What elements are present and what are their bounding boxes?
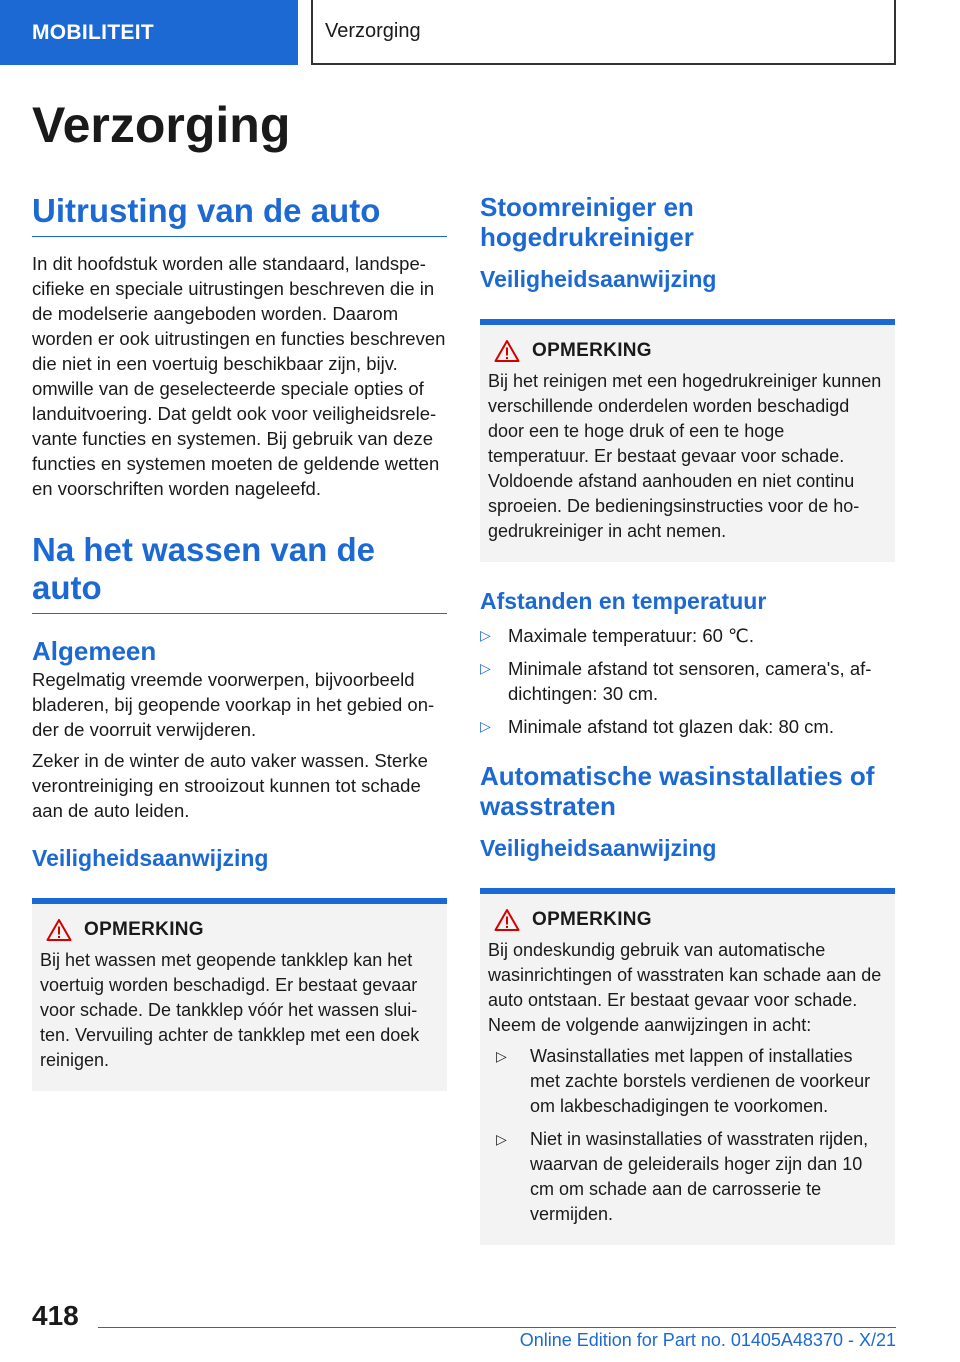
notice-header xyxy=(46,918,439,942)
list-item: ▷ Maximale temperatuur: 60 ℃. xyxy=(480,625,754,646)
page-number: 418 xyxy=(32,1300,79,1331)
chapter-tab xyxy=(0,0,298,65)
section-title-wasstraten: Automatische wasinstallaties of wasstraten xyxy=(480,761,875,821)
warning-triangle-icon xyxy=(494,339,520,363)
section-header-label: Verzorging xyxy=(325,20,421,42)
notice-title: OPMERKING xyxy=(532,909,652,930)
paragraph-uitrusting: In dit hoofdstuk worden alle standaard, landspecifieke en speciale uitrustingen beschreven die in de modelserie aangeboden worden. Daarom worden er ook uitrustingen en functies beschreven die niet in een voertuig beschikbaar zijn, bijv. omwille van de geselecteerde speciale opties of landuitvoering. Dat geldt ook voor veiligheidsrelevante functies en systemen. Bij gebruik van deze functies en systemen moeten de geldende wetten en voorschriften worden nageleefd. xyxy=(32,253,446,499)
paragraph-algemeen-1: Regelmatig vreemde voorwerpen, bijvoorbeeld bladeren, bij geopende voorkap in het gebied onder de voorruit verwijderen. xyxy=(32,669,435,740)
section-title-na-wassen: Na het wassen van de auto xyxy=(32,531,447,614)
footer-divider xyxy=(98,1327,896,1328)
notice-header xyxy=(494,339,887,363)
notice-text: Bij ondeskundig gebruik van automatische wasinrichtingen of wasstraten kan schade aan de auto ontstaan. Er bestaat gevaar voor schade. Neem de volgende aanwijzingen in acht: xyxy=(488,940,882,1035)
notice-box-right-1 xyxy=(480,319,895,562)
list-item: ▷ Wasinstallaties met lappen of installaties met zachte borstels verdienen de voorkeur om lakbeschadigingen te voorkomen. xyxy=(496,1044,887,1119)
notice-text: Bij het reinigen met een hogedrukreiniger kunnen verschillende onderdelen worden beschadigd door een te hoge druk of een te hoge temperatuur. Er bestaat gevaar voor schade. Voldoende afstand aanhouden en niet continu sproeien. De bedieningsinstructies voor de hogedrukreiniger in acht nemen. xyxy=(488,371,882,541)
triangle-bullet-icon: ▷ xyxy=(480,627,491,643)
triangle-bullet-icon: ▷ xyxy=(480,718,491,734)
notice-box-right-2 xyxy=(480,888,895,1245)
heading-veiligheid-right-2: Veiligheidsaanwijzing xyxy=(480,835,717,861)
section-title-uitrusting: Uitrusting van de auto xyxy=(32,192,447,237)
notice-title: OPMERKING xyxy=(532,340,652,361)
warning-triangle-icon xyxy=(494,908,520,932)
notice-box-left xyxy=(32,898,447,1091)
triangle-bullet-icon: ▷ xyxy=(496,1048,507,1064)
warning-triangle-icon xyxy=(46,918,72,942)
chapter-tab-label: MOBILITEIT xyxy=(32,20,154,44)
section-title-stoomreiniger: Stoomreiniger en hogedrukreiniger xyxy=(480,192,694,252)
heading-veiligheid-right-1: Veiligheidsaanwijzing xyxy=(480,266,717,292)
section-header xyxy=(311,0,896,65)
notice-text: Bij het wassen met geopende tankklep kan het voertuig worden beschadigd. Er bestaat gevaar voor schade. De tankklep vóór het wassen sluiten. Vervuiling achter de tankklep met een doek reinigen. xyxy=(40,950,420,1070)
notice-header xyxy=(494,908,887,932)
list-item: ▷ Minimale afstand tot sensoren, camera's, afdichtingen: 30 cm. xyxy=(480,658,872,704)
paragraph-algemeen-2: Zeker in de winter de auto vaker wassen. Sterke verontreiniging en strooizout kunnen tot schade aan de auto leiden. xyxy=(32,750,428,821)
footer-edition: Online Edition for Part no. 01405A48370 - X/21 xyxy=(519,1330,896,1350)
list-item: ▷ Niet in wasinstallaties of wasstraten rijden, waarvan de geleiderails hoger zijn dan 10 cm om schade aan de carrosserie te vermijden. xyxy=(496,1127,887,1227)
heading-veiligheid-left: Veiligheidsaanwijzing xyxy=(32,845,269,871)
page-title: Verzorging xyxy=(32,97,291,153)
heading-afstanden: Afstanden en temperatuur xyxy=(480,588,767,614)
triangle-bullet-icon: ▷ xyxy=(496,1131,507,1147)
list-item: ▷ Minimale afstand tot glazen dak: 80 cm. xyxy=(480,716,834,737)
left-column xyxy=(32,192,447,1091)
heading-algemeen: Algemeen xyxy=(32,636,157,666)
triangle-bullet-icon: ▷ xyxy=(480,660,491,676)
notice-title: OPMERKING xyxy=(84,919,204,940)
right-column xyxy=(480,192,895,1245)
